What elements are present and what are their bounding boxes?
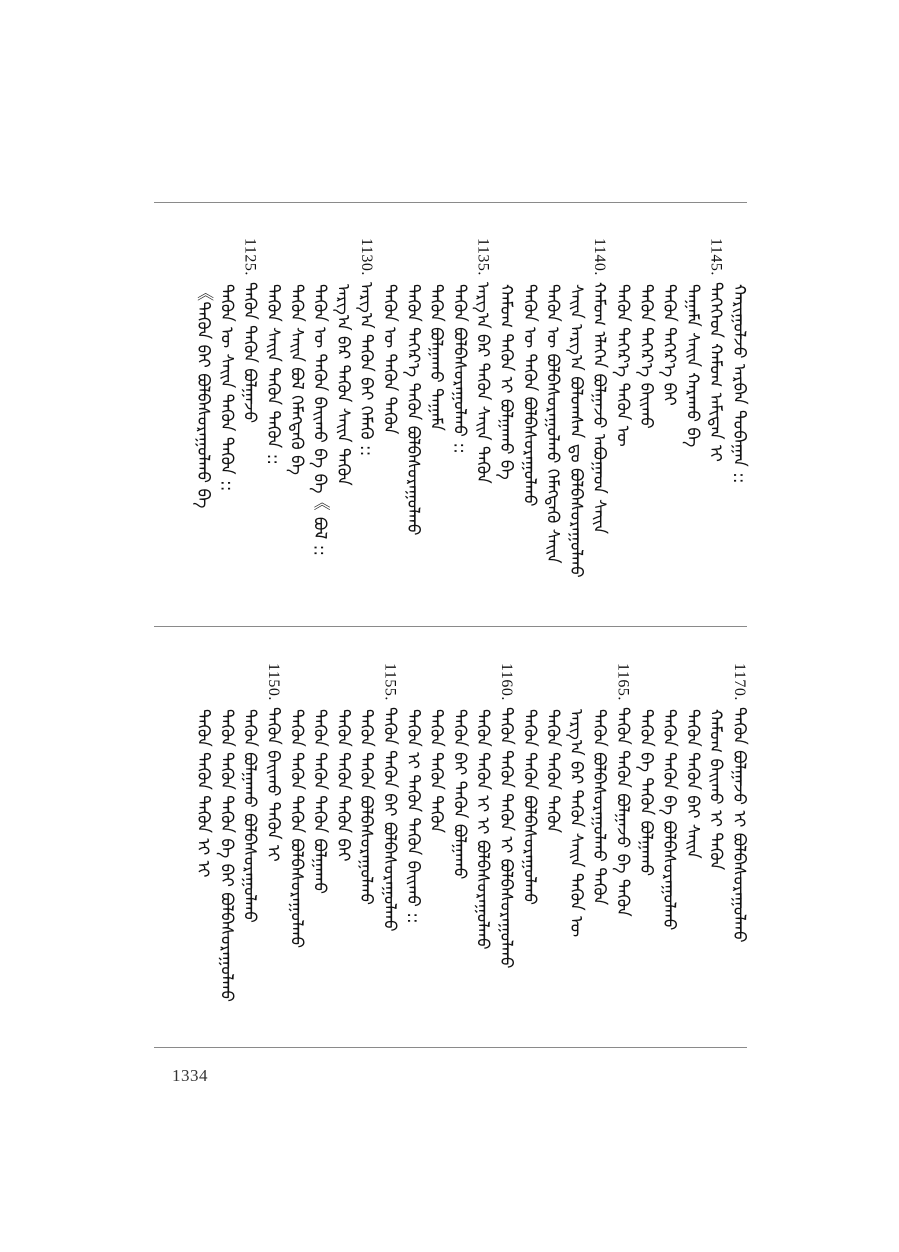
line-number: 1160. [498, 663, 515, 701]
verse-line [404, 663, 422, 924]
verse-line [730, 238, 748, 484]
verse-line [311, 663, 329, 894]
verse-line [567, 663, 585, 937]
verse-line [450, 663, 468, 879]
verse-line [194, 663, 212, 878]
verse-text: ᠲᠡᠭᠦᠨ ᠪᠠᠢ ᠲᠡᠭᠦᠨ ᠪᠣᠯᠭᠠᠬᠤ [449, 709, 470, 880]
verse-text: ᠠᠷᠭ᠎ᠠ ᠲᠡᠭᠦᠨ ᠪᠠᠢ ᠬᠡᠮᠡᠬᠦ :: [356, 281, 377, 457]
verse-line [660, 663, 678, 930]
verse-text: ᠰᠠᠢᠨ ᠠᠷᠭ᠎ᠠ ᠪᠣᠯᠤᠭᠰᠠᠨ ᠳᠤ ᠪᠣᠯᠪᠠᠰᠤᠷᠠᠭᠤᠯᠬᠤ [565, 284, 586, 578]
verse-line [683, 663, 701, 859]
verse-text: ᠲᠡᠭᠦᠨ ᠲᠡᠭᠦᠨ ᠪᠠ ᠪᠣᠯᠪᠠᠰᠤᠷᠠᠭᠤᠯᠬᠤ [659, 709, 680, 931]
verse-text: ᠲᠡᠭᠡᠭᠡᠳ ᠬᠠᠮᠤᠭ ᠠᠮᠢᠲᠠᠨ ᠢ [705, 281, 726, 462]
verse-text: ᠲᠡᠭᠦᠨ ᠰᠠᠢᠨ ᠲᠡᠭᠦᠨ ᠲᠡᠭᠦᠨ :: [263, 284, 283, 466]
verse-text: ᠲᠡᠭᠦᠨ ᠪᠣᠯᠭᠠᠬᠤ ᠪᠣᠯᠪᠠᠰᠤᠷᠠᠭᠤᠯᠬᠤ [239, 709, 260, 923]
verse-line [381, 238, 399, 434]
verse-line [241, 663, 259, 923]
verse-line [217, 238, 235, 491]
verse-line [660, 238, 678, 406]
verse-text: ᠲᠡᠭᠦᠨ ᠲᠡᠭᠦᠨ ᠪᠠᠢ ᠰᠠᠢᠨ [682, 709, 703, 859]
verse-line [637, 238, 655, 429]
verse-line [730, 663, 748, 943]
verse-line [544, 238, 562, 564]
verse-line [450, 238, 468, 454]
verse-line [497, 238, 515, 480]
line-number: 1165. [614, 663, 632, 701]
verse-line [194, 238, 212, 508]
verse-text: ᠲᠡᠭᠦᠨ ᠪᠣᠯᠪᠠᠰᠤᠷᠠᠭᠤᠯᠬᠤ :: [449, 284, 470, 454]
verse-text: ᠲᠡᠭᠦᠨ ᠲᠡᠭᠦᠨ ᠲᠡᠭᠦᠨ ᠪᠠ ᠪᠠᠢ ᠪᠣᠯᠪᠠᠰᠤᠷᠠᠭᠤᠯᠬᠤ [216, 709, 237, 1003]
verse-line [427, 663, 445, 833]
verse-text: ᠬᠠᠮᠤᠭ ᠡᠯᠡᠭᠡᠨ ᠪᠣᠯᠭᠠᠵᠤ ᠠᠪᠤᠭᠠᠳ ᠰᠠᠢᠨ [589, 281, 610, 534]
verse-text: ᠲᠡᠭᠦᠨ ᠪᠣᠯᠭᠠᠵᠤ ᠢ ᠪᠣᠯᠪᠠᠰᠤᠷᠠᠭᠤᠯᠬᠤ [729, 706, 749, 943]
verse-text: ᠲᠡᠭᠦᠨ ᠪᠠᠢᠬᠤ ᠲᠡᠭᠦᠨ ᠢ [263, 706, 283, 862]
line-number: 1170. [731, 663, 748, 701]
verse-text: ᠲᠡᠭᠦᠨ ᠲᠡᠭᠦᠨ ᠢ ᠢ ᠪᠣᠯᠪᠠᠰᠤᠷᠠᠭᠤᠯᠬᠤ [472, 709, 493, 950]
verse-text: ᠲᠡᠭᠦᠨ ᠲᠡᠭᠦᠨ ᠲᠡᠭᠦᠨ ᠢ ᠪᠣᠯᠪᠠᠰᠤᠷᠠᠭᠤᠯᠬᠤ [496, 706, 516, 969]
verse-text: ᠬᠠᠮᠤᠭ ᠲᠡᠭᠦᠨ ᠢ ᠪᠣᠯᠭᠠᠬᠤ ᠪᠠ [496, 284, 516, 480]
line-number: 1125. [241, 238, 259, 276]
verse-text: ᠲᠡᠭᠦᠨ ᠲᠡᠭᠦᠨ ᠪᠣᠯᠪᠠᠰᠤᠷᠠᠭᠤᠯᠬᠤ [519, 709, 540, 906]
verse-text: ᠲᠡᠭᠦᠨ ᠳᠡᠭᠡᠷ᠎ᠡ ᠲᠡᠭᠦᠨ ᠪᠣᠯᠪᠠᠰᠤᠷᠠᠭᠤᠯᠬᠤ [402, 284, 423, 536]
verse-line [287, 663, 305, 948]
verse-text: ᠲᠠᠭᠠᠮᠠ ᠰᠠᠢᠨ ᠬᠠᠷᠠᠬᠤ ᠪᠠ [682, 284, 703, 448]
verse-text: ᠲᠡᠭᠦᠨ ᠳᠡᠭᠡᠷ᠎ᠡ ᠪᠠᠢᠬᠤ [635, 284, 656, 429]
verse-line [357, 238, 375, 456]
verse-text: ᠲᠡᠭᠦᠨ ᠢ ᠲᠡᠭᠦᠨ ᠲᠡᠭᠦᠨ ᠪᠠᠢᠬᠤ :: [402, 709, 423, 924]
verse-text: ᠲᠡᠭᠦᠨ ᠳᠡᠭᠡᠷ᠎ᠡ ᠪᠠᠢ [659, 284, 680, 406]
verse-text: ᠠᠷᠭ᠎ᠠ ᠪᠠᠷ ᠲᠡᠭᠦᠨ ᠰᠠᠢᠨ ᠲᠡᠭᠦᠨ ᠦ [565, 709, 586, 938]
verse-text: ᠲᠡᠭᠦᠨ ᠲᠡᠭᠦᠨ ᠪᠣᠯᠪᠠᠰᠤᠷᠠᠭᠤᠯᠬᠤ [356, 709, 377, 906]
verse-text: ᠲᠡᠭᠦᠨ ᠰᠠᠢᠨ ᠪᠣᠯ ᠬᠡᠮᠡᠭᠳᠡᠬᠦ ᠪᠠ [286, 284, 307, 475]
verse-line [264, 238, 282, 465]
verse-line [614, 663, 632, 917]
top-rule [154, 202, 747, 203]
verse-text: ᠠᠷᠭ᠎ᠠ ᠪᠠᠷ ᠲᠡᠭᠦᠨ ᠰᠠᠢᠨ ᠲᠡᠭᠦᠨ [332, 284, 353, 486]
verse-line [217, 663, 235, 1002]
verse-text: ᠲᠡᠭᠦᠨ ᠦ ᠲᠡᠭᠦᠨ ᠪᠠᠢᠬᠤ ᠪᠠ ᠪᠠ《 ᠪᠣᠯ :: [309, 284, 330, 557]
verse-line [404, 238, 422, 536]
verse-text: ᠠᠷᠭ᠎ᠠ ᠪᠠᠷ ᠲᠡᠭᠦᠨ ᠰᠠᠢᠨ ᠲᠡᠭᠦᠨ [472, 281, 493, 484]
verse-text: ᠲᠡᠭᠦᠨ ᠲᠡᠭᠦᠨ ᠲᠡᠭᠦᠨ ᠪᠣᠯᠭᠠᠬᠤ [309, 709, 330, 894]
verse-text: ᠲᠡᠭᠦᠨ ᠲᠡᠭᠦᠨ ᠪᠣᠯᠭᠠᠵᠤ [239, 281, 260, 424]
verse-line [707, 238, 725, 462]
line-number: 1150. [265, 663, 282, 701]
verse-text: ᠲᠡᠭᠦᠨ ᠦ ᠰᠠᠢᠨ ᠲᠡᠭᠦᠨ ᠲᠡᠭᠦᠨ :: [216, 284, 237, 492]
line-number: 1135. [474, 238, 492, 276]
verse-line [590, 663, 608, 905]
verse-line [544, 663, 562, 833]
verse-line [334, 663, 352, 862]
verse-text: ᠲᠡᠭᠦᠨ ᠲᠡᠭᠦᠨ ᠲᠡᠭᠦᠨ ᠪᠠᠢ [332, 709, 353, 862]
verse-text: ᠲᠡᠭᠦᠨ ᠲᠡᠭᠦᠨ ᠲᠡᠭᠦᠨ [426, 709, 447, 833]
verse-line [614, 238, 632, 447]
line-number: 1130. [358, 238, 376, 276]
verse-line [567, 238, 585, 578]
verse-line [357, 663, 375, 905]
verse-text: ᠲᠡᠭᠦᠨ ᠲᠡᠭᠦᠨ ᠪᠠᠢ ᠪᠣᠯᠪᠠᠰᠤᠷᠠᠭᠤᠯᠬᠤ [379, 706, 400, 932]
verse-line [520, 663, 538, 905]
verse-line [590, 238, 608, 534]
verse-text: ᠲᠡᠭᠦᠨ ᠲᠡᠭᠦᠨ ᠲᠡᠭᠦᠨ ᠢ ᠢ [193, 709, 214, 878]
line-number: 1145. [707, 238, 725, 276]
bottom-rule [154, 1047, 747, 1048]
verse-line [264, 663, 282, 862]
verse-line [474, 663, 492, 950]
middle-rule [154, 626, 747, 627]
verse-text: ᠲᠡᠭᠦᠨ ᠳᠡᠭᠡᠷ᠎ᠡ ᠲᠡᠭᠦᠨ ᠦ [612, 284, 633, 447]
line-number: 1140. [591, 238, 609, 276]
verse-text: ᠲᠡᠭᠦᠨ ᠪᠠ ᠲᠡᠭᠦᠨ ᠪᠣᠯᠭᠠᠬᠤ [635, 709, 656, 877]
verse-text: 《ᠲᠡᠭᠦᠨ ᠪᠠᠢ ᠪᠣᠯᠪᠠᠰᠤᠷᠠᠭᠤᠯᠬᠤ ᠪᠠ [193, 284, 214, 509]
verse-line [287, 238, 305, 475]
verse-text: ᠲᠡᠭᠦᠨ ᠲᠡᠭᠦᠨ ᠲᠡᠭᠦᠨ ᠪᠣᠯᠪᠠᠰᠤᠷᠠᠭᠤᠯᠬᠤ [286, 709, 307, 949]
verse-line [520, 238, 538, 506]
verse-line [637, 663, 655, 876]
verse-text: ᠲᠡᠭᠦᠨ ᠲᠡᠭᠦᠨ ᠪᠣᠯᠭᠠᠵᠤ ᠪᠠ ᠲᠡᠭᠦᠨ [612, 706, 633, 917]
verse-text: ᠬᠠᠮᠤᠭ ᠪᠠᠢᠬᠤ ᠢ ᠲᠡᠭᠦᠨ [705, 709, 726, 871]
verse-line [427, 238, 445, 431]
verse-line [311, 238, 329, 556]
verse-line [334, 238, 352, 486]
line-number: 1155. [381, 663, 399, 701]
verse-line [241, 238, 259, 423]
verse-line [497, 663, 515, 968]
verse-line [683, 238, 701, 447]
verse-text: ᠲᠡᠭᠦᠨ ᠦ ᠲᠡᠭᠦᠨ ᠪᠣᠯᠪᠠᠰᠤᠷᠠᠭᠤᠯᠬᠤ [519, 284, 540, 507]
page-number: 1334 [172, 1066, 208, 1085]
verse-line [381, 663, 399, 932]
verse-text: ᠲᠡᠭᠦᠨ ᠦ ᠲᠡᠭᠦᠨ ᠲᠡᠭᠦᠨ [379, 284, 400, 435]
verse-text: ᠬᠠᠷᠢᠭᠤᠯᠵᠤ ᠠᠷᠪᠠᠨ ᠳᠣᠪᠠᠭᠠᠨ :: [729, 284, 749, 484]
verse-line [707, 663, 725, 870]
verse-text: ᠲᠡᠭᠦᠨ ᠦ ᠪᠣᠯᠪᠠᠰᠤᠷᠠᠭᠤᠯᠬᠤ ᠬᠡᠮᠡᠭᠳᠡᠬᠦ ᠰᠠᠢᠨ [542, 284, 563, 564]
verse-text: ᠲᠡᠭᠦᠨ ᠪᠣᠯᠭᠠᠬᠤ ᠲᠠᠭᠠᠮᠠ [426, 284, 447, 431]
verse-text: ᠲᠡᠭᠦᠨ ᠪᠣᠯᠪᠠᠰᠤᠷᠠᠭᠤᠯᠬᠤ ᠲᠡᠭᠦᠨ [589, 709, 610, 906]
verse-text: ᠲᠡᠭᠦᠨ ᠲᠡᠭᠦᠨ ᠲᠡᠭᠦᠨ [542, 709, 563, 833]
verse-line [474, 238, 492, 484]
